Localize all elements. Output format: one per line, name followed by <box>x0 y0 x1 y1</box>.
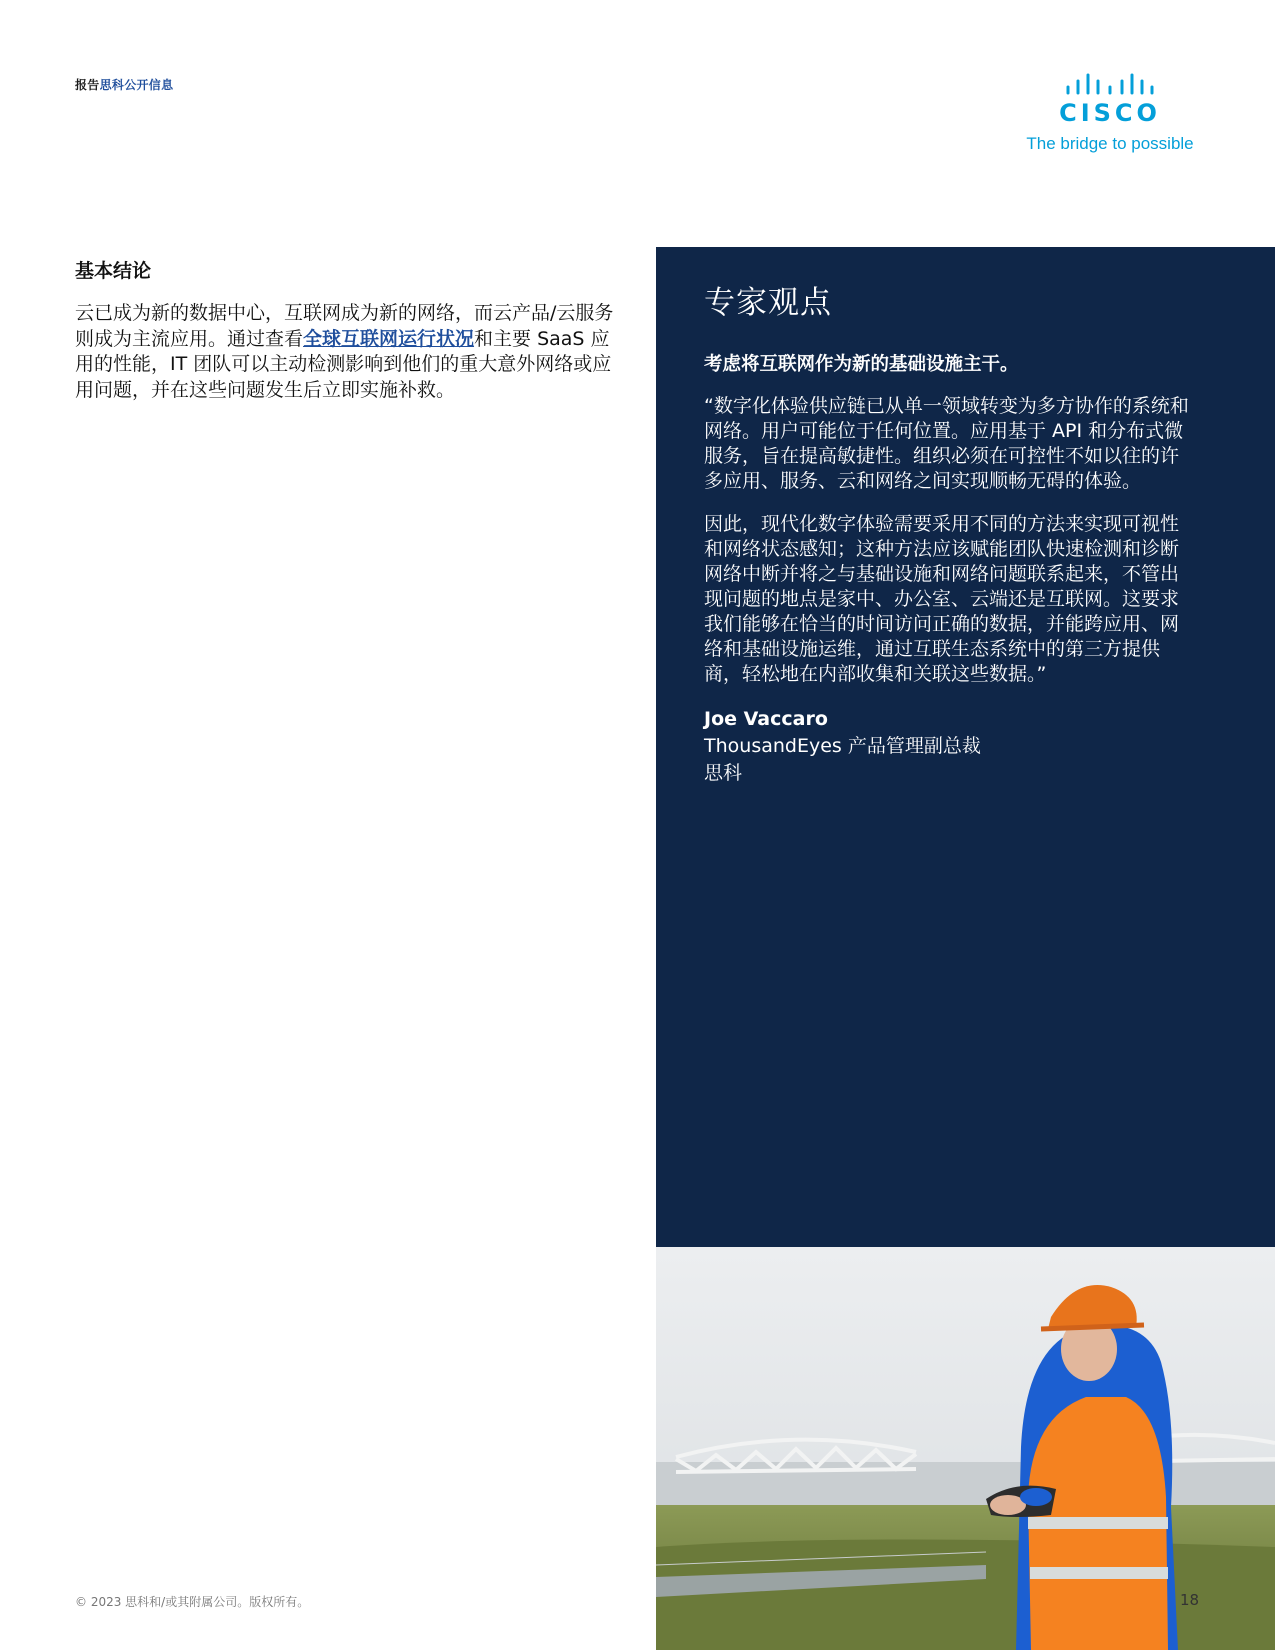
author-role: ThousandEyes 产品管理副总裁 <box>704 735 981 757</box>
copyright-notice: © 2023 思科和/或其附属公司。版权所有。 <box>75 1595 310 1609</box>
internet-health-link[interactable]: 全球互联网运行状况 <box>303 327 475 350</box>
body-text-before-link: 云已成为新的数据中心，互联网成为新的网络，而云产品/云服务则成为主流应用。通过查看 <box>75 302 614 350</box>
body-text-after-link: 和主要 SaaS 应用的性能，IT 团队可以主动检测影响到他们的重大意外网络或应用问题，并在这些问题发生后立即实施补救。 <box>75 327 612 401</box>
section-heading: 基本结论 <box>75 260 152 282</box>
classification-label: 思科公开信息 <box>99 78 174 92</box>
classification-prefix: 报告 <box>75 78 100 92</box>
panel-title: 专家观点 <box>704 285 832 321</box>
document-classification <box>75 76 173 93</box>
panel-lead: 考虑将互联网作为新的基础设施主干。 <box>704 354 1019 375</box>
author-organization: 思科 <box>704 762 743 784</box>
key-conclusion-section <box>75 256 620 403</box>
expert-view-panel <box>656 247 1275 1247</box>
quote-paragraph-2: 因此，现代化数字体验需要采用不同的方法来实现可视性和网络状态感知；这种方法应该赋能团队快速检测和诊断网络中断并将之与基础设施和网络问题联系起来，不管出现问题的地点是家中、办公室、云端还是互联网。这要求我们能够在恰当的时间访问正确的数据，并能跨应用、网络和基础设施运维，通过互联生态系统中的第三方提供商，轻松地在内部收集和关联这些数据。” <box>704 513 1180 685</box>
cisco-wordmark: CISCO <box>1059 99 1161 127</box>
worker-photo <box>656 1247 1275 1650</box>
page-number: 18 <box>1180 1591 1200 1609</box>
quote-paragraph-1: “数字化体验供应链已从单一领域转变为多方协作的系统和网络。用户可能位于任何位置。应用基于 API 和分布式微服务，旨在提高敏捷性。组织必须在可控性不如以往的许多应用、服务、云和网络之间实现顺畅无碍的体验。 <box>704 395 1189 492</box>
cisco-bars-icon <box>1065 72 1155 98</box>
cisco-logo <box>1005 72 1215 154</box>
quote-author: Joe Vaccaro <box>704 708 828 730</box>
body-paragraph <box>75 301 620 403</box>
brand-tagline: The bridge to possible <box>1026 134 1194 153</box>
